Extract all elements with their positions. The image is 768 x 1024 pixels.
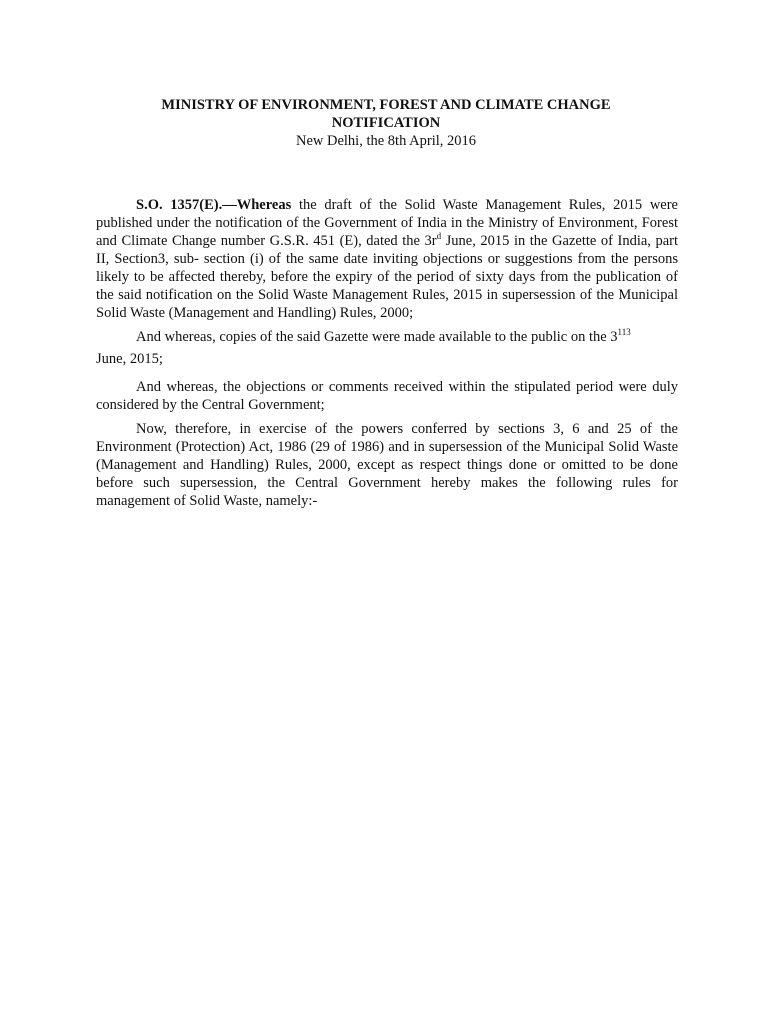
superscript: d bbox=[436, 231, 442, 242]
ministry-title: MINISTRY OF ENVIRONMENT, FOREST AND CLIMATE CHANGE bbox=[161, 97, 611, 113]
notification-header bbox=[96, 96, 676, 150]
notification-body bbox=[96, 196, 678, 510]
dateline: New Delhi, the 8th April, 2016 bbox=[295, 133, 477, 149]
paragraph-line: June, 2015; bbox=[96, 351, 163, 367]
paragraph-whereas-copies bbox=[96, 328, 678, 368]
order-number-lead: S.O. 1357(E).—Whereas bbox=[136, 197, 292, 213]
superscript: 113 bbox=[617, 327, 631, 338]
paragraph-line bbox=[96, 328, 678, 346]
paragraph-now-therefore: Now, therefore, in exercise of the powers conferred by sections 3, 6 and 25 of the Environment (Protection) Act, 1986 (29 of 1986) and in supersession of the Municipal Solid Waste (Management and Handling) Rules, 2000, except as respect things done or omitted to be done before such supersession, the Central Government hereby makes the following rules for management of Solid Waste, namely:- bbox=[96, 421, 678, 509]
paragraph-text: the draft of the Solid Waste Management Rules, 2015 were published under the notification of the Government of India in the Ministry of Environment, Forest and Climate Change number G.S.R. 451 (E), dated the 3r bbox=[96, 197, 678, 249]
paragraph-text: And whereas, copies of the said Gazette were made available to the public on the 3 bbox=[136, 329, 618, 345]
paragraph-whereas-objections: And whereas, the objections or comments received within the stipulated period were duly considered by the Central Government; bbox=[96, 379, 678, 413]
paragraph-text: June, 2015 in the Gazette of India, part II, Section3, sub- section (i) of the same date inviting objections or suggestions from the persons likely to be affected thereby, before the expiry of the period of sixty days from the publication of the said notification on the Solid Waste Management Rules, 2015 in supersession of the Municipal Solid Waste (Management and Handling) Rules, 2000; bbox=[96, 233, 679, 321]
notification-heading: NOTIFICATION bbox=[331, 115, 441, 131]
paragraph-whereas-draft bbox=[96, 196, 678, 322]
